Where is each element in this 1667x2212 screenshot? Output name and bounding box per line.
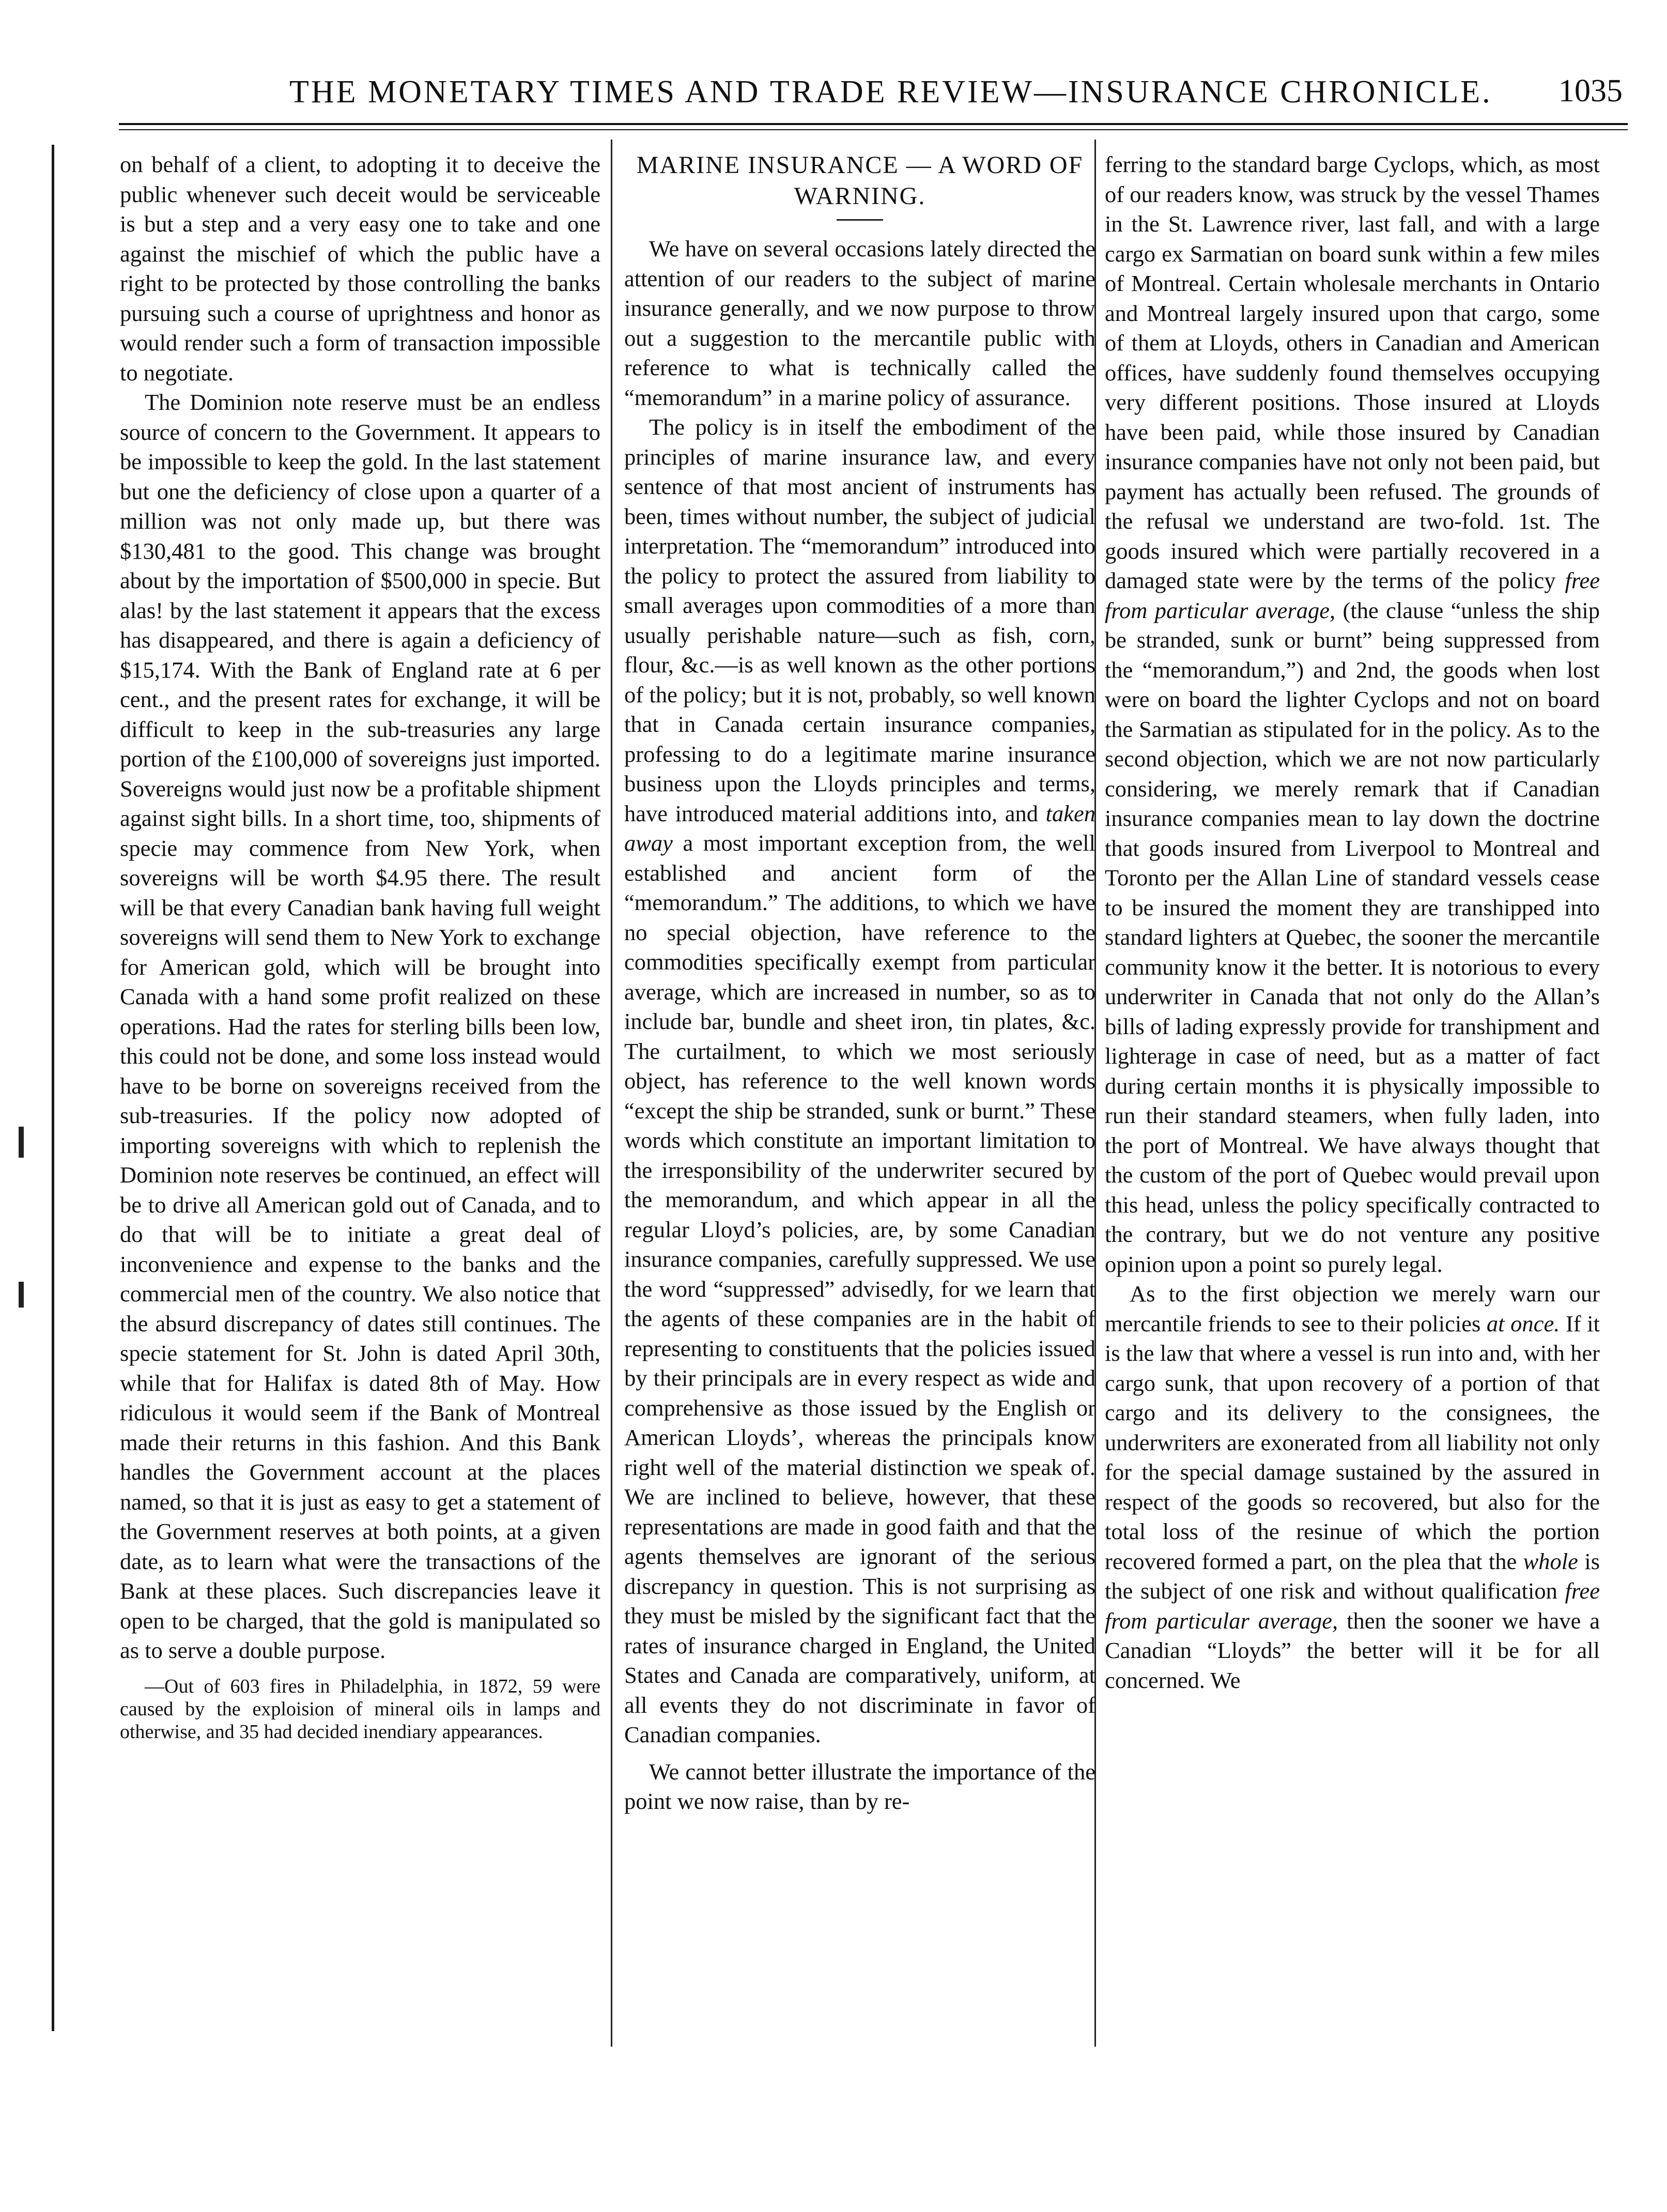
- text-run: then the sooner we have a Canadian “Lloyds” the better will it be for all concerned. We: [1105, 1607, 1600, 1693]
- italic-text: free from particular average,: [1105, 567, 1600, 623]
- text-run: ferring to the standard barge Cyclops, which, as most of our readers know, was struck by the vessel Thames in the St. Lawrence river, last fall, and with a large cargo ex Sarmatian on board sunk within a few miles of Montreal. Certain wholesale merchants in Ontario and Montreal largely insured upon that cargo, some of them at Lloyds, others in Canadian and American offices, have suddenly found themselves occupying very different positions. Those insured at Lloyds have been paid, while those insured by Canadian insurance companies have not only not been paid, but payment has actually been refused. The grounds of the refusal we understand are two-fold. 1st. The goods insured which were partially recovered in a damaged state were by the terms of the policy: [1105, 151, 1600, 593]
- italic-text: free from particular average,: [1105, 1578, 1600, 1634]
- text-run: (the clause “unless the ship be stranded, sunk or burnt” being suppressed from the “memorandum,”) and 2nd, the goods when lost were on board the lighter Cyclops and not on board the Sarmatian as stipulated for in the policy. As to the second objection, which we are not now particularly considering, we merely remark that if Canadian insurance companies mean to lay down the doctrine that goods insured from Liverpool to Montreal and Toronto per the Allan Line of standard vessels cease to be insured the moment they are transhipped into standard lighters at Quebec, the sooner the mercantile community know it the better. It is notorious to every underwriter in Canada that not only do the Allan’s bills of lading expressly provide for transhipment and lighterage in case of need, but as a matter of fact during certain months it is physically impossible to run their standard steamers, when fully laden, into the port of Montreal. We have always thought that the custom of the port of Quebec would prevail upon this head, unless the policy specifically contracted to the contrary, but we do not venture any positive opinion upon a point so purely legal.: [1105, 597, 1600, 1277]
- header-rule-thin: [119, 129, 1628, 130]
- publication-title: THE MONETARY TIMES AND TRADE REVIEW—INSURANCE CHRONICLE.: [289, 74, 1492, 110]
- text-run: As to the first objection we merely warn our mercantile friends to see to their policies: [1105, 1281, 1600, 1337]
- paragraph: [1105, 150, 1600, 1279]
- section-title: MARINE INSURANCE — A WORD OF WARNING.: [636, 151, 1084, 210]
- section-divider: [837, 219, 883, 221]
- column-3: [1105, 150, 1600, 1695]
- text-run: If it is the law that where a vessel is run into and, with her cargo sunk, that upon recovery of a portion of that cargo and its delivery to the consignees, the underwriters are exonerated from all liability not only for the special damage sustained by the assured in respect of the goods so recovered, but also for the total loss of the resinue of which the portion recovered formed a part, on the plea that the: [1105, 1310, 1600, 1574]
- italic-text: taken away: [624, 800, 1096, 856]
- margin-mark: [19, 1282, 24, 1308]
- column-2: [624, 150, 1095, 1817]
- paragraph: We cannot better illustrate the importance of the point we now raise, than by re-: [624, 1758, 1095, 1814]
- column-divider: [611, 140, 612, 2047]
- italic-text: whole: [1523, 1548, 1578, 1574]
- page-header: [119, 62, 1628, 119]
- left-margin-rule: [52, 145, 54, 2031]
- text-run: The policy is in itself the embodiment of the principles of marine insurance law, and every sentence of that most ancient of instruments has been, times without number, the subject of judicial interpretation. The “memorandum” introduced into the policy to protect the assured from liability to small averages upon commodities of a more than usually perishable nature—such as fish, corn, flour, &c.—is as well known as the other portions of the policy; but it is not, probably, so well known that in Canada certain insurance companies, professing to do a legitimate marine insurance business upon the Lloyds principles and terms, have introduced material additions into, and: [624, 414, 1095, 826]
- column-1: [120, 150, 600, 1743]
- text-run: is the subject of one risk and without qualification: [1105, 1548, 1600, 1604]
- paragraph: The Dominion note reserve must be an endless source of concern to the Government. It appears to be impossible to keep the gold. In the last statement but one the deficiency of close upon a quarter of a million was not only made up, but there was $130,481 to the good. This change was brought about by the importation of $500,000 in specie. But alas! by the last statement it appears that the excess has disappeared, and there is again a deficiency of $15,174. With the Bank of England rate at 6 per cent., and the present rates for exchange, it will be difficult to keep in the sub-treasuries any large portion of the £100,000 of sovereigns just imported. Sovereigns would just now be a profitable shipment against sight bills. In a short time, too, shipments of specie may commence from New York, when sovereigns will be worth $4.95 there. The result will be that every Canadian bank having full weight sovereigns will send them to New York to exchange for American gold, which will be brought into Canada with a hand some profit realized on these operations. Had the rates for sterling bills been low, this could not be done, and some loss instead would have to be borne on sovereigns received from the sub-treasuries. If the policy now adopted of importing sovereigns with which to replenish the Dominion note reserves be continued, an effect will be to drive all American gold out of Canada, and to do that will be to initiate a great deal of inconvenience and expense to the banks and the commercial men of the country. We also notice that the absurd discrepancy of dates still continues. The specie statement for St. John is dated April 30th, while that for Halifax is dated 8th of May. How ridiculous it would seem if the Bank of Montreal made their returns in this fashion. And this Bank handles the Government account at the places named, so that it is just as easy to get a statement of the Government reserves at both points, at a given date, as to learn what were the transactions of the Bank at these places. Such discrepancies leave it open to be charged, that the gold is manipulated so as to serve a double purpose.: [120, 389, 600, 1663]
- news-note: —Out of 603 fires in Philadelphia, in 1872, 59 were caused by the exploision of mineral oils in lamps and otherwise, and 35 had decided inendiary appearances.: [120, 1675, 600, 1743]
- paragraph: [1105, 1279, 1600, 1695]
- paragraph: on behalf of a client, to adopting it to deceive the public whenever such deceit would be serviceable is but a step and a very easy one to take and one against the mischief of which the public have a right to be protected by those controlling the banks pursuing such a course of uprightness and honor as would render such a form of transaction impossible to negotiate.: [120, 151, 600, 386]
- header-rule: [119, 123, 1628, 125]
- text-run: a most important exception from, the well established and ancient form of the “memorandum.” The additions, to which we have no special objection, have reference to the commodities specifically exempt from particular average, which are increased in number, so as to include bar, bundle and sheet iron, tin plates, &c. The curtailment, to which we most seriously object, has reference to the well known words “except the ship be stranded, sunk or burnt.” These words which constitute an important limitation to the irresponsibility of the underwriter secured by the memorandum, and which appear in all the regular Lloyd’s policies, are, by some Canadian insurance companies, carefully suppressed. We use the word “suppressed” advisedly, for we learn that the agents of these companies are in the habit of representing to constituents that the policies issued by their principals are in every respect as wide and comprehensive as those issued by the English or American Lloyds’, whereas the principals know right well of the material distinction we speak of. We are inclined to believe, however, that these representations are made in good faith and that the agents themselves are ignorant of the serious discrepancy in question. This is not surprising as they must be misled by the significant fact that the rates of insurance charged in England, the United States and Canada are comparatively, uniform, at all events they do not discriminate in favor of Canadian companies.: [624, 830, 1095, 1747]
- margin-mark: [19, 1127, 24, 1158]
- italic-text: at once.: [1486, 1310, 1560, 1337]
- paragraph: [624, 412, 1095, 1750]
- paragraph: We have on several occasions lately directed the attention of our readers to the subject of marine insurance generally, and we now purpose to throw out a suggestion to the mercantile public with reference to what is technically called the “memorandum” in a marine policy of assurance.: [624, 236, 1095, 410]
- page-number: 1035: [1558, 73, 1623, 109]
